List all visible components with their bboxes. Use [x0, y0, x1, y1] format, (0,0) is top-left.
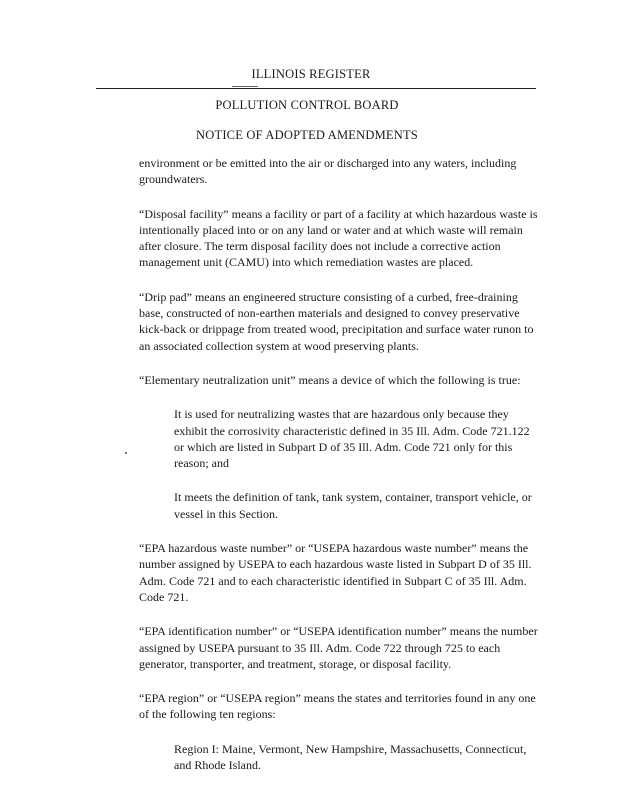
- board-heading: POLLUTION CONTROL BOARD: [215, 98, 399, 112]
- paragraph-epa-waste-number: “EPA hazardous waste number” or “USEPA hazardous waste number” means the number assigned by USEPA to each hazardous waste listed in Subpart D of 35 Ill. Adm. Code 721 and to each characteristic identified in Subpart C of 35 Ill. Adm. Code 721.: [139, 541, 532, 604]
- paragraph-neutralization-item-2: It meets the definition of tank, tank system, container, transport vehicle, or vessel in this Section.: [174, 490, 532, 521]
- notice-heading: NOTICE OF ADOPTED AMENDMENTS: [196, 128, 418, 142]
- paragraph-epa-region: “EPA region” or “USEPA region” means the states and territories found in any one of the following ten regions:: [139, 691, 536, 722]
- register-heading: ILLINOIS REGISTER: [251, 67, 371, 81]
- paragraph-epa-identification-number: “EPA identification number” or “USEPA identification number” means the number assigned by USEPA pursuant to 35 Ill. Adm. Code 722 through 725 to each generator, transporter, and treatment, storage, or disposal facility.: [139, 624, 538, 671]
- paragraph-region-1: Region I: Maine, Vermont, New Hampshire, Massachusetts, Connecticut, and Rhode Island.: [174, 741, 527, 773]
- document-body: [139, 155, 539, 791]
- paragraph-disposal-facility: “Disposal facility” means a facility or part of a facility at which hazardous waste is intentionally placed into or on any land or water and at which waste will remain after closure. The term disposal facility does not include a corrective action management unit (CAMU) into which remediation wastes are placed.: [139, 206, 538, 270]
- header-rule-mark: [232, 86, 258, 87]
- paragraph-drip-pad: “Drip pad” means an engineered structure consisting of a curbed, free-draining base, constructed of non-earthen materials and designed to convey preservative kick-back or drippage from treated wood, precipitation and surface water runon to an associated collection system at wood preserving plants.: [139, 289, 534, 353]
- paragraph-elementary-neutralization: “Elementary neutralization unit” means a device of which the following is true:: [139, 372, 521, 387]
- stray-mark: [125, 452, 127, 454]
- header-rule: [96, 88, 536, 89]
- paragraph-continuation: environment or be emitted into the air or discharged into any waters, including groundwaters.: [139, 156, 517, 187]
- paragraph-neutralization-item-1: It is used for neutralizing wastes that are hazardous only because they exhibit the corrosivity characteristic defined in 35 Ill. Adm. Code 721.122 or which are listed in Subpart D of 35 Ill. Adm. Code 721 only for this reason; and: [174, 407, 530, 471]
